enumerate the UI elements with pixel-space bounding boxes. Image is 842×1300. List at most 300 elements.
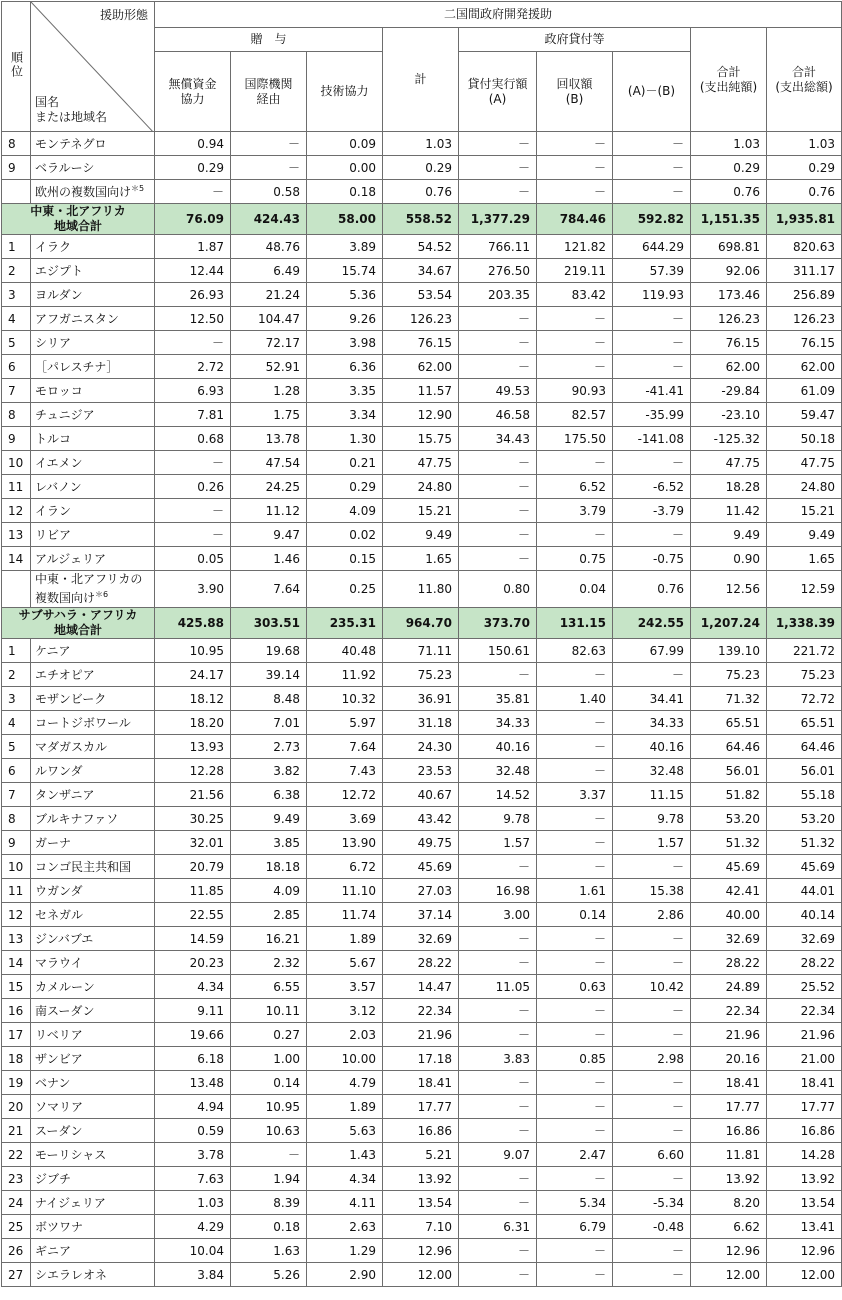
value-cell: － — [537, 927, 613, 951]
value-cell: 2.47 — [537, 1143, 613, 1167]
table-row — [2, 735, 842, 759]
country-cell — [31, 331, 155, 355]
country-name: スーダン — [35, 1124, 83, 1138]
value-cell: 18.41 — [691, 1071, 767, 1095]
value-cell: 8.48 — [231, 687, 307, 711]
value-cell: 1.00 — [231, 1047, 307, 1071]
value-cell: 28.22 — [383, 951, 459, 975]
rank-cell: 13 — [2, 927, 31, 951]
value-cell: 9.49 — [691, 523, 767, 547]
value-cell: 4.94 — [155, 1095, 231, 1119]
country-name: カメルーン — [35, 980, 95, 994]
value-cell: 15.75 — [383, 427, 459, 451]
country-name: イエメン — [35, 456, 83, 470]
value-cell: － — [537, 1095, 613, 1119]
rank-cell: 5 — [2, 331, 31, 355]
value-cell: 22.55 — [155, 903, 231, 927]
value-cell: － — [459, 1263, 537, 1287]
table-row — [2, 1191, 842, 1215]
table-row — [2, 879, 842, 903]
value-cell: 47.54 — [231, 451, 307, 475]
value-cell: － — [459, 1095, 537, 1119]
value-cell: 40.14 — [767, 903, 842, 927]
value-cell: 12.00 — [691, 1263, 767, 1287]
net-total-header: 合計 (支出純額) — [691, 28, 767, 132]
value-cell: 36.91 — [383, 687, 459, 711]
value-cell: － — [231, 1143, 307, 1167]
value-cell: 3.85 — [231, 831, 307, 855]
value-cell: 139.10 — [691, 639, 767, 663]
value-cell: 34.33 — [459, 711, 537, 735]
value-cell: 1,377.29 — [459, 204, 537, 235]
table-body — [2, 132, 842, 1287]
value-cell: 9.49 — [383, 523, 459, 547]
value-cell: 9.07 — [459, 1143, 537, 1167]
value-cell: 0.18 — [307, 180, 383, 204]
country-cell — [31, 639, 155, 663]
value-cell: 0.76 — [691, 180, 767, 204]
value-cell: 1.89 — [307, 927, 383, 951]
value-cell: 53.54 — [383, 283, 459, 307]
value-cell: 0.26 — [155, 475, 231, 499]
value-cell: 119.93 — [613, 283, 691, 307]
value-cell: － — [537, 663, 613, 687]
value-cell: 50.18 — [767, 427, 842, 451]
country-name: チュニジア — [35, 408, 95, 422]
country-cell — [31, 523, 155, 547]
rank-cell: 2 — [2, 259, 31, 283]
value-cell: 12.96 — [383, 1239, 459, 1263]
value-cell: 72.72 — [767, 687, 842, 711]
rank-cell: 11 — [2, 879, 31, 903]
value-cell: － — [613, 1023, 691, 1047]
value-cell: － — [613, 1071, 691, 1095]
value-cell: 0.29 — [691, 156, 767, 180]
tech-coop-header: 技術協力 — [307, 52, 383, 132]
country-cell — [31, 663, 155, 687]
value-cell: 32.48 — [459, 759, 537, 783]
value-cell: － — [155, 331, 231, 355]
region-name: 中東・北アフリカ 地域合計 — [2, 204, 155, 235]
value-cell: 3.89 — [307, 235, 383, 259]
value-cell: 71.11 — [383, 639, 459, 663]
country-cell — [31, 379, 155, 403]
value-cell: － — [613, 523, 691, 547]
value-cell: -41.41 — [613, 379, 691, 403]
country-name: ケニア — [35, 644, 71, 658]
value-cell: 5.63 — [307, 1119, 383, 1143]
value-cell: 46.58 — [459, 403, 537, 427]
table-row — [2, 663, 842, 687]
value-cell: 126.23 — [383, 307, 459, 331]
value-cell: 1.57 — [613, 831, 691, 855]
value-cell: － — [537, 307, 613, 331]
table-row — [2, 283, 842, 307]
value-cell: 12.50 — [155, 307, 231, 331]
value-cell: 3.12 — [307, 999, 383, 1023]
value-cell: － — [459, 999, 537, 1023]
value-cell: 49.75 — [383, 831, 459, 855]
value-cell: － — [155, 451, 231, 475]
value-cell: 0.76 — [613, 571, 691, 608]
value-cell: 276.50 — [459, 259, 537, 283]
value-cell: 4.09 — [231, 879, 307, 903]
value-cell: 19.68 — [231, 639, 307, 663]
country-cell — [31, 1191, 155, 1215]
value-cell: 37.14 — [383, 903, 459, 927]
value-cell: 34.67 — [383, 259, 459, 283]
value-cell: 52.91 — [231, 355, 307, 379]
value-cell: － — [537, 831, 613, 855]
value-cell: － — [613, 355, 691, 379]
value-cell: 0.29 — [383, 156, 459, 180]
value-cell: － — [537, 711, 613, 735]
country-cell — [31, 451, 155, 475]
value-cell: 20.16 — [691, 1047, 767, 1071]
value-cell: 0.29 — [767, 156, 842, 180]
rank-cell: 10 — [2, 451, 31, 475]
country-name: イラン — [35, 504, 72, 518]
value-cell: － — [459, 331, 537, 355]
value-cell: 34.33 — [613, 711, 691, 735]
value-cell: 11.80 — [383, 571, 459, 608]
value-cell: 15.38 — [613, 879, 691, 903]
value-cell: － — [613, 855, 691, 879]
value-cell: 1,207.24 — [691, 608, 767, 639]
country-name: ソマリア — [35, 1100, 84, 1114]
value-cell: 2.86 — [613, 903, 691, 927]
value-cell: -29.84 — [691, 379, 767, 403]
rank-cell: 21 — [2, 1119, 31, 1143]
country-cell — [31, 427, 155, 451]
value-cell: 45.69 — [383, 855, 459, 879]
value-cell: 32.48 — [613, 759, 691, 783]
value-cell: -6.52 — [613, 475, 691, 499]
value-cell: 0.09 — [307, 132, 383, 156]
country-name: ギニア — [35, 1244, 72, 1258]
value-cell: 256.89 — [767, 283, 842, 307]
value-cell: 7.63 — [155, 1167, 231, 1191]
value-cell: － — [537, 523, 613, 547]
value-cell: 2.85 — [231, 903, 307, 927]
table-row — [2, 379, 842, 403]
value-cell: 1,935.81 — [767, 204, 842, 235]
value-cell: 0.14 — [537, 903, 613, 927]
value-cell: 24.80 — [383, 475, 459, 499]
rank-cell: 11 — [2, 475, 31, 499]
value-cell: 18.12 — [155, 687, 231, 711]
value-cell: 76.15 — [691, 331, 767, 355]
value-cell: 0.15 — [307, 547, 383, 571]
value-cell: 6.36 — [307, 355, 383, 379]
table-row — [2, 903, 842, 927]
value-cell: 59.47 — [767, 403, 842, 427]
value-cell: 1,338.39 — [767, 608, 842, 639]
value-cell: － — [155, 499, 231, 523]
value-cell: 3.90 — [155, 571, 231, 608]
value-cell: 1.46 — [231, 547, 307, 571]
value-cell: － — [537, 1239, 613, 1263]
table-row — [2, 999, 842, 1023]
country-name: トルコ — [35, 432, 72, 446]
country-name: 南スーダン — [35, 1004, 95, 1018]
table-row — [2, 1215, 842, 1239]
country-cell — [31, 180, 155, 204]
country-name: エジプト — [35, 264, 84, 278]
value-cell: 6.49 — [231, 259, 307, 283]
value-cell: 11.74 — [307, 903, 383, 927]
value-cell: 1.03 — [691, 132, 767, 156]
value-cell: － — [459, 547, 537, 571]
value-cell: 0.80 — [459, 571, 537, 608]
country-cell — [31, 307, 155, 331]
value-cell: 28.22 — [767, 951, 842, 975]
rank-cell: 5 — [2, 735, 31, 759]
rank-cell — [2, 571, 31, 608]
value-cell: 76.15 — [767, 331, 842, 355]
country-cell — [31, 475, 155, 499]
value-cell: 6.93 — [155, 379, 231, 403]
value-cell: 17.77 — [767, 1095, 842, 1119]
value-cell: 24.25 — [231, 475, 307, 499]
value-cell: － — [459, 499, 537, 523]
value-cell: 71.32 — [691, 687, 767, 711]
value-cell: 5.67 — [307, 951, 383, 975]
value-cell: － — [537, 355, 613, 379]
value-cell: － — [459, 1071, 537, 1095]
value-cell: 1.94 — [231, 1167, 307, 1191]
value-cell: 10.95 — [155, 639, 231, 663]
value-cell: 15.74 — [307, 259, 383, 283]
value-cell: 21.24 — [231, 283, 307, 307]
value-cell: － — [537, 735, 613, 759]
value-cell: 2.63 — [307, 1215, 383, 1239]
value-cell: － — [459, 1167, 537, 1191]
country-cell — [31, 999, 155, 1023]
value-cell: 9.78 — [459, 807, 537, 831]
rank-cell: 19 — [2, 1071, 31, 1095]
value-cell: 21.96 — [767, 1023, 842, 1047]
table-row — [2, 975, 842, 999]
value-cell: － — [537, 331, 613, 355]
value-cell: 76.09 — [155, 204, 231, 235]
rank-header: 順位 — [2, 2, 31, 132]
value-cell: 90.93 — [537, 379, 613, 403]
value-cell: 2.73 — [231, 735, 307, 759]
value-cell: 21.96 — [691, 1023, 767, 1047]
country-cell — [31, 1119, 155, 1143]
rank-cell: 26 — [2, 1239, 31, 1263]
country-name: レバノン — [35, 480, 82, 494]
value-cell: 16.86 — [691, 1119, 767, 1143]
value-cell: 10.00 — [307, 1047, 383, 1071]
value-cell: 62.00 — [767, 355, 842, 379]
value-cell: 10.63 — [231, 1119, 307, 1143]
value-cell: 0.85 — [537, 1047, 613, 1071]
table-row — [2, 687, 842, 711]
table-row — [2, 355, 842, 379]
value-cell: 62.00 — [691, 355, 767, 379]
table-row — [2, 831, 842, 855]
value-cell: － — [459, 1119, 537, 1143]
rank-cell: 12 — [2, 499, 31, 523]
value-cell: － — [459, 475, 537, 499]
value-cell: 16.98 — [459, 879, 537, 903]
table-row — [2, 156, 842, 180]
country-cell — [31, 759, 155, 783]
rank-cell: 4 — [2, 307, 31, 331]
rank-cell: 14 — [2, 951, 31, 975]
value-cell: 9.11 — [155, 999, 231, 1023]
value-cell: 4.29 — [155, 1215, 231, 1239]
country-cell — [31, 807, 155, 831]
rank-cell: 1 — [2, 639, 31, 663]
value-cell: － — [537, 180, 613, 204]
value-cell: 47.75 — [767, 451, 842, 475]
value-cell: 65.51 — [691, 711, 767, 735]
value-cell: 13.41 — [767, 1215, 842, 1239]
rank-cell — [2, 180, 31, 204]
gross-total-header: 合計 (支出総額) — [767, 28, 842, 132]
value-cell: 3.69 — [307, 807, 383, 831]
value-cell: 10.04 — [155, 1239, 231, 1263]
country-name: シエラレオネ — [35, 1268, 107, 1282]
value-cell: － — [613, 451, 691, 475]
value-cell: 8.20 — [691, 1191, 767, 1215]
value-cell: 5.34 — [537, 1191, 613, 1215]
country-cell — [31, 687, 155, 711]
value-cell: 75.23 — [383, 663, 459, 687]
value-cell: 34.43 — [459, 427, 537, 451]
country-name: 中東・北アフリカの 複数国向け — [35, 572, 143, 605]
table-row — [2, 639, 842, 663]
loan-disbursed-header: 貸付実行額 (A) — [459, 52, 537, 132]
value-cell: 40.00 — [691, 903, 767, 927]
bilateral-oda-header: 二国間政府開発援助 — [155, 2, 842, 28]
value-cell: 13.92 — [691, 1167, 767, 1191]
value-cell: － — [537, 156, 613, 180]
rank-cell: 8 — [2, 807, 31, 831]
value-cell: 5.21 — [383, 1143, 459, 1167]
value-cell: 34.41 — [613, 687, 691, 711]
value-cell: － — [537, 1263, 613, 1287]
value-cell: 592.82 — [613, 204, 691, 235]
rank-cell: 8 — [2, 132, 31, 156]
value-cell: 2.03 — [307, 1023, 383, 1047]
value-cell: 11.92 — [307, 663, 383, 687]
value-cell: 42.41 — [691, 879, 767, 903]
value-cell: 51.82 — [691, 783, 767, 807]
value-cell: 9.49 — [767, 523, 842, 547]
table-row — [2, 307, 842, 331]
grant-header: 贈 与 — [155, 28, 383, 52]
country-cell — [31, 283, 155, 307]
value-cell: 121.82 — [537, 235, 613, 259]
value-cell: 26.93 — [155, 283, 231, 307]
value-cell: － — [459, 523, 537, 547]
value-cell: 12.00 — [767, 1263, 842, 1287]
value-cell: 13.54 — [383, 1191, 459, 1215]
country-cell — [31, 156, 155, 180]
value-cell: 48.76 — [231, 235, 307, 259]
value-cell: 17.18 — [383, 1047, 459, 1071]
country-name: モーリシャス — [35, 1148, 107, 1162]
value-cell: 65.51 — [767, 711, 842, 735]
value-cell: 9.78 — [613, 807, 691, 831]
value-cell: 1.29 — [307, 1239, 383, 1263]
value-cell: 40.67 — [383, 783, 459, 807]
value-cell: 10.11 — [231, 999, 307, 1023]
value-cell: 6.31 — [459, 1215, 537, 1239]
value-cell: 0.76 — [767, 180, 842, 204]
value-cell: 18.20 — [155, 711, 231, 735]
value-cell: － — [613, 663, 691, 687]
country-cell — [31, 1095, 155, 1119]
value-cell: -5.34 — [613, 1191, 691, 1215]
value-cell: 25.52 — [767, 975, 842, 999]
value-cell: 23.53 — [383, 759, 459, 783]
country-name: ルワンダ — [35, 764, 83, 778]
value-cell: 7.10 — [383, 1215, 459, 1239]
table-row — [2, 1119, 842, 1143]
rank-cell: 23 — [2, 1167, 31, 1191]
country-name: セネガル — [35, 908, 84, 922]
country-cell — [31, 879, 155, 903]
value-cell: 150.61 — [459, 639, 537, 663]
value-cell: － — [459, 307, 537, 331]
value-cell: 644.29 — [613, 235, 691, 259]
rank-cell: 9 — [2, 831, 31, 855]
value-cell: 9.47 — [231, 523, 307, 547]
value-cell: 72.17 — [231, 331, 307, 355]
value-cell: 24.80 — [767, 475, 842, 499]
country-name: ザンビア — [35, 1052, 83, 1066]
table-row — [2, 1143, 842, 1167]
rank-cell: 7 — [2, 379, 31, 403]
value-cell: -35.99 — [613, 403, 691, 427]
table-row — [2, 927, 842, 951]
country-cell — [31, 259, 155, 283]
value-cell: 0.68 — [155, 427, 231, 451]
value-cell: 18.41 — [767, 1071, 842, 1095]
table-row — [2, 1071, 842, 1095]
value-cell: 13.48 — [155, 1071, 231, 1095]
value-cell: 47.75 — [383, 451, 459, 475]
value-cell: 27.03 — [383, 879, 459, 903]
value-cell: 56.01 — [767, 759, 842, 783]
country-name: リビア — [35, 528, 72, 542]
country-name: コンゴ民主共和国 — [35, 860, 132, 874]
value-cell: -125.32 — [691, 427, 767, 451]
country-name: 欧州の複数国向け — [35, 185, 132, 199]
value-cell: － — [537, 451, 613, 475]
value-cell: 0.25 — [307, 571, 383, 608]
value-cell: 203.35 — [459, 283, 537, 307]
country-name: ベナン — [35, 1076, 71, 1090]
value-cell: 18.41 — [383, 1071, 459, 1095]
value-cell: 47.75 — [691, 451, 767, 475]
value-cell: 6.60 — [613, 1143, 691, 1167]
value-cell: 12.90 — [383, 403, 459, 427]
country-name: ブルキナファソ — [35, 812, 119, 826]
value-cell: 424.43 — [231, 204, 307, 235]
value-cell: 64.46 — [767, 735, 842, 759]
value-cell: 820.63 — [767, 235, 842, 259]
value-cell: 2.98 — [613, 1047, 691, 1071]
value-cell: － — [459, 451, 537, 475]
value-cell: － — [613, 307, 691, 331]
value-cell: 1.28 — [231, 379, 307, 403]
